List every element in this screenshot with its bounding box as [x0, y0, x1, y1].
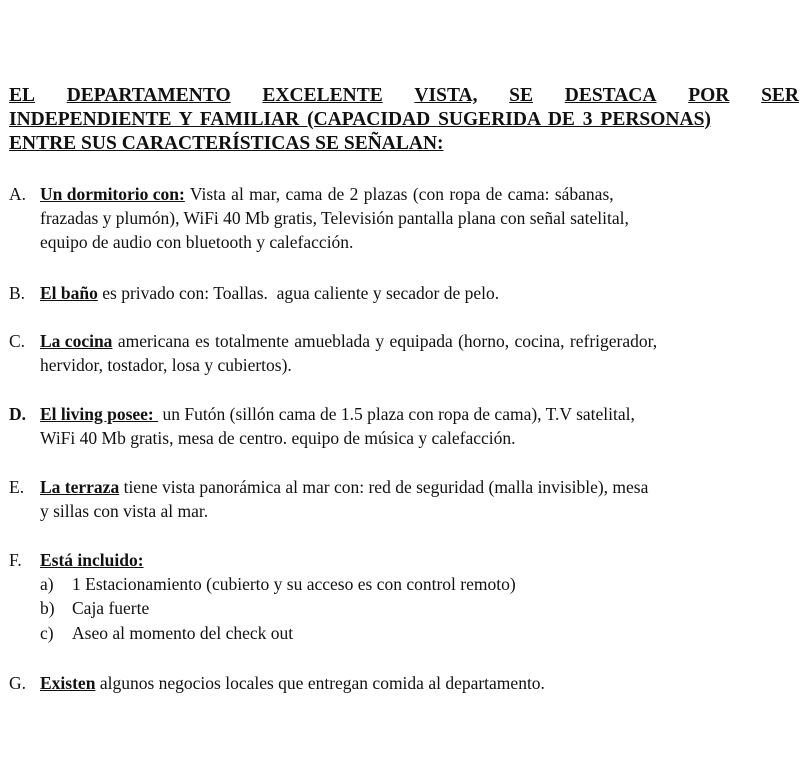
item-text: americana es totalmente amueblada y equipada (horno, cocina, refrigerador,: [112, 331, 658, 351]
heading-line-1: [9, 84, 799, 108]
item-keyword: La cocina: [40, 331, 113, 351]
item-text: frazadas y plumón), WiFi 40 Mb gratis, Televisión pantalla plana con señal satelital,: [40, 208, 629, 228]
heading-word: DESTACA: [564, 85, 657, 106]
item-text: y sillas con vista al mar.: [40, 501, 209, 521]
heading-word: EXCELENTE: [262, 85, 383, 106]
item-keyword: El living posee:: [40, 404, 159, 424]
subitem-estacionamiento: [40, 572, 516, 596]
heading-word: POR: [688, 85, 730, 106]
subitem-text: Aseo al momento del check out: [72, 623, 294, 643]
document-heading: [9, 84, 809, 156]
item-incluido: [9, 548, 144, 572]
item-text: tiene vista panorámica al mar con: red de seguridad (malla invisible), mesa: [119, 477, 649, 497]
item-cocina: [9, 329, 657, 377]
subitem-text: 1 Estacionamiento (cubierto y su acceso es con control remoto): [72, 574, 516, 594]
heading-word: EL: [9, 85, 36, 106]
subitem-text: Caja fuerte: [72, 598, 150, 618]
item-text: algunos negocios locales que entregan comida al departamento.: [95, 673, 545, 693]
item-dormitorio: [9, 182, 629, 254]
item-text: un Futón (sillón cama de 1.5 plaza con ropa de cama), T.V satelital,: [158, 404, 635, 424]
heading-word: DEPARTAMENTO: [66, 85, 231, 106]
subitem-marker: a): [40, 574, 54, 594]
item-text: hervidor, tostador, losa y cubiertos).: [40, 355, 292, 375]
item-text: Vista al mar, cama de 2 plazas (con ropa de cama: sábanas,: [184, 184, 614, 204]
item-keyword: Un dormitorio con:: [40, 184, 185, 204]
item-terraza: [9, 475, 648, 523]
subitem-caja-fuerte: [40, 596, 149, 620]
item-text: WiFi 40 Mb gratis, mesa de centro. equipo de música y calefacción.: [40, 428, 516, 448]
heading-line-2: INDEPENDIENTE Y FAMILIAR (CAPACIDAD SUGERIDA DE 3 PERSONAS): [9, 109, 711, 130]
item-keyword: El baño: [40, 283, 98, 303]
heading-word: VISTA,: [414, 85, 478, 106]
item-marker: G.: [9, 673, 27, 693]
item-text: es privado con: Toallas. agua caliente y secador de pelo.: [97, 283, 500, 303]
item-marker: B.: [9, 283, 26, 303]
item-existen: [9, 671, 545, 695]
item-living: [9, 402, 635, 450]
item-keyword: Existen: [40, 673, 96, 693]
item-marker: D.: [9, 404, 27, 424]
subitem-aseo: [40, 621, 293, 645]
subitem-marker: b): [40, 598, 55, 618]
item-marker: F.: [9, 550, 22, 570]
heading-word: SER: [761, 85, 799, 106]
heading-line-3: ENTRE SUS CARACTERÍSTICAS SE SEÑALAN:: [9, 133, 444, 154]
subitem-marker: c): [40, 623, 54, 643]
item-marker: E.: [9, 477, 25, 497]
item-marker: A.: [9, 184, 27, 204]
heading-word: SE: [509, 85, 534, 106]
item-keyword: Está incluido:: [40, 550, 144, 570]
item-text: equipo de audio con bluetooth y calefacción.: [40, 232, 354, 252]
item-keyword: La terraza: [40, 477, 120, 497]
item-marker: C.: [9, 331, 26, 351]
item-bano: [9, 281, 499, 305]
